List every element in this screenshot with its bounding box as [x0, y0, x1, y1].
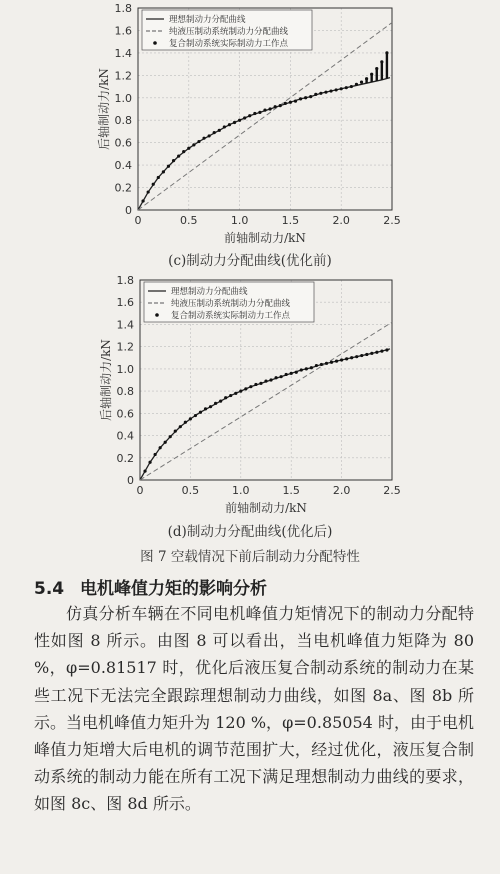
- chart-d-work-point: [280, 375, 283, 378]
- chart-d-ytick-label: 1.6: [116, 296, 134, 310]
- chart-d-ytick-label: 0.6: [116, 407, 134, 421]
- chart-d-work-point: [174, 430, 177, 433]
- chart-c-work-point: [243, 116, 246, 119]
- chart-d-work-point: [229, 394, 232, 397]
- chart-d-work-point: [244, 387, 247, 390]
- chart-c-ideal-curve: [138, 78, 390, 210]
- section-number: 5.4: [34, 579, 65, 599]
- chart-c-work-point: [172, 159, 175, 162]
- chart-d-ytick-label: 1.4: [116, 318, 134, 332]
- chart-d-work-point: [214, 402, 217, 405]
- chart-c-ytick-label: 0: [125, 204, 132, 217]
- chart-c-work-point: [187, 147, 190, 150]
- chart-c-caption: (c)制动力分配曲线(优化前): [168, 253, 332, 269]
- chart-c-work-point: [340, 87, 343, 90]
- chart-c-work-point: [284, 102, 287, 105]
- chart-c-work-point: [141, 199, 144, 202]
- chart-d-ideal-curve: [140, 349, 390, 480]
- chart-d-work-point: [179, 425, 182, 428]
- chart-c-legend-label: 纯液压制动系统制动力分配曲线: [169, 27, 289, 37]
- chart-c-ytick-label: 1.8: [114, 2, 132, 15]
- chart-d-work-point: [154, 453, 157, 456]
- chart-c-work-point: [218, 129, 221, 132]
- chart-d-work-point: [159, 446, 162, 449]
- chart-c-xtick-label: 0: [134, 214, 142, 227]
- chart-c-work-point: [309, 95, 312, 98]
- chart-d-work-point: [249, 385, 252, 388]
- chart-c-ytick-label: 1.6: [114, 24, 132, 38]
- chart-d-ytick-label: 1.8: [116, 274, 134, 287]
- chart-d-work-point: [274, 376, 277, 379]
- chart-c-work-point: [355, 83, 358, 86]
- chart-c-y-axis-label: 后轴制动力/kN: [97, 68, 111, 150]
- section-heading: [34, 574, 267, 599]
- chart-d-work-point: [234, 392, 237, 395]
- chart-c-work-point: [208, 134, 211, 137]
- chart-d-work-point: [325, 362, 328, 365]
- chart-c-work-point: [319, 92, 322, 95]
- chart-d-work-point: [219, 400, 222, 403]
- chart-d-ytick-label: 0.4: [116, 429, 134, 443]
- chart-d-work-point: [239, 390, 242, 393]
- chart-d-ytick-label: 1.0: [116, 362, 134, 376]
- chart-c-ytick-label: 0.6: [114, 136, 132, 150]
- chart-d-work-point: [340, 358, 343, 361]
- chart-d-work-point: [375, 351, 378, 354]
- chart-c-legend-marker: [153, 41, 157, 45]
- chart-c-work-point: [360, 80, 363, 83]
- chart-d-legend-marker: [155, 313, 159, 317]
- chart-c-work-point: [263, 109, 266, 112]
- chart-d-work-point: [164, 441, 167, 444]
- chart-d-work-point: [345, 357, 348, 360]
- chart-d-work-point: [209, 405, 212, 408]
- chart-d-work-point: [330, 361, 333, 364]
- chart-d-xtick-label: 2.0: [332, 484, 351, 497]
- chart-d-work-point: [189, 417, 192, 420]
- chart-c-hydraulic-line: [138, 23, 392, 210]
- chart-c-work-point: [233, 121, 236, 124]
- chart-c-work-point: [329, 89, 332, 92]
- chart-d-work-point: [199, 411, 202, 414]
- body-paragraph: 仿真分析车辆在不同电机峰值力矩情况下的制动力分配特性如图 8 所示。由图 8 可以看出，当电机峰值力矩降为 80 %，φ=0.81517 时，优化后液压复合制动系统的制动力在某些工况下无法完全跟踪理想制动力曲线，如图 8a、图 8b 所示。当电机峰值力矩升为 120 %，φ=0.85054 时，由于电机峰值力矩增大后电机的调节范围扩大，经过优化，液压复合制动系统的制动力能在所有工况下满足理想制动力曲线的要求，如图 8c、图 8d 所示。: [34, 604, 474, 814]
- chart-d-work-point: [300, 368, 303, 371]
- chart-c-xtick-label: 0.5: [180, 214, 198, 227]
- chart-d-work-point: [204, 407, 207, 410]
- chart-c-work-point: [304, 96, 307, 99]
- chart-c-work-point: [162, 170, 165, 173]
- chart-c-work-point: [152, 183, 155, 186]
- chart-d-xtick-label: 2.5: [383, 484, 401, 497]
- chart-d-work-point: [264, 380, 267, 383]
- chart-c-work-point: [182, 150, 185, 153]
- chart-d-work-point: [194, 414, 197, 417]
- chart-c-work-point: [314, 93, 317, 96]
- chart-d-work-point: [385, 348, 388, 351]
- chart-d-optimization-after: [0, 268, 500, 550]
- chart-d-work-point: [285, 373, 288, 376]
- chart-d-work-point: [355, 355, 358, 358]
- chart-c-ytick-label: 0.2: [114, 181, 132, 195]
- chart-c-work-point: [335, 88, 338, 91]
- chart-c-work-point: [253, 112, 256, 115]
- figure-caption: 图 7 空载情况下前后制动力分配特性: [140, 549, 360, 565]
- chart-d-ytick-label: 0.8: [116, 385, 134, 399]
- chart-d-hydraulic-line: [140, 322, 392, 480]
- chart-c-work-point: [248, 114, 251, 117]
- chart-c-work-point: [202, 137, 205, 140]
- chart-d-caption: (d)制动力分配曲线(优化后): [167, 524, 333, 540]
- chart-d-work-point: [143, 470, 146, 473]
- chart-c-work-point: [324, 91, 327, 94]
- chart-c-legend-label: 理想制动力分配曲线: [169, 15, 246, 25]
- chart-d-xtick-label: 1.5: [282, 484, 300, 497]
- chart-d-legend-label: 纯液压制动系统制动力分配曲线: [171, 299, 291, 309]
- chart-c-xtick-label: 2.5: [383, 214, 401, 227]
- chart-d-work-point: [320, 363, 323, 366]
- chart-c-xtick-label: 1.0: [230, 214, 249, 227]
- chart-d-work-point: [380, 350, 383, 353]
- chart-c-work-point: [345, 86, 348, 89]
- chart-d-work-point: [290, 372, 293, 375]
- chart-d-xtick-label: 1.0: [232, 484, 250, 497]
- chart-c-work-point: [294, 100, 297, 103]
- chart-d-y-axis-label: 后轴制动力/kN: [99, 339, 113, 421]
- chart-c-work-point: [289, 101, 292, 104]
- chart-d-x-axis-label: 前轴制动力/kN: [225, 501, 307, 515]
- chart-c-work-point: [167, 165, 170, 168]
- chart-c-ytick-label: 0.8: [114, 114, 132, 128]
- chart-d-work-point: [254, 383, 257, 386]
- chart-c-work-point: [157, 176, 160, 179]
- chart-c-ytick-label: 1.0: [114, 91, 132, 105]
- chart-d-work-point: [335, 360, 338, 363]
- chart-c-work-point: [258, 111, 261, 114]
- chart-c-work-point: [279, 104, 282, 107]
- section-title: 电机峰值力矩的影响分析: [80, 579, 268, 599]
- chart-c-work-point: [213, 131, 216, 134]
- chart-c-ytick-label: 1.4: [114, 46, 132, 60]
- chart-d-work-point: [360, 354, 363, 357]
- chart-c-xtick-label: 1.5: [281, 214, 300, 227]
- chart-d-work-point: [148, 461, 151, 464]
- chart-c-work-point: [223, 125, 226, 128]
- chart-d-work-point: [310, 366, 313, 369]
- chart-d-work-point: [224, 396, 227, 399]
- chart-d-work-point: [350, 356, 353, 359]
- chart-d-work-point: [169, 435, 172, 438]
- chart-c-xtick-label: 2.0: [332, 214, 350, 227]
- chart-c-ytick-label: 1.2: [114, 69, 132, 83]
- chart-d-ytick-label: 0.2: [116, 451, 134, 465]
- chart-d-work-point: [305, 367, 308, 370]
- chart-d-work-point: [269, 378, 272, 381]
- chart-c-work-point: [350, 85, 353, 88]
- chart-c-work-point: [177, 155, 180, 158]
- chart-d-xtick-label: 0.5: [181, 484, 200, 497]
- chart-c-legend-label: 复合制动系统实际制动力工作点: [169, 39, 289, 49]
- chart-c-optimization-before: [0, 0, 500, 262]
- chart-c-work-point: [147, 190, 150, 193]
- chart-d-work-point: [295, 371, 298, 374]
- chart-c-ytick-label: 0.4: [114, 159, 132, 173]
- chart-d-work-point: [365, 353, 368, 356]
- chart-d-work-point: [315, 364, 318, 367]
- chart-d-work-point: [259, 382, 262, 385]
- chart-c-work-point: [238, 119, 241, 122]
- chart-c-work-point: [299, 97, 302, 100]
- chart-c-x-axis-label: 前轴制动力/kN: [224, 231, 306, 245]
- chart-d-legend-label: 复合制动系统实际制动力工作点: [171, 311, 291, 321]
- chart-c-work-point: [228, 123, 231, 126]
- chart-d-xtick-label: 0: [136, 484, 144, 497]
- chart-c-work-point: [274, 105, 277, 108]
- chart-d-ytick-label: 1.2: [116, 340, 134, 354]
- chart-c-work-point: [268, 107, 271, 110]
- chart-d-legend-label: 理想制动力分配曲线: [171, 287, 248, 297]
- chart-c-work-point: [192, 143, 195, 146]
- chart-c-work-point: [197, 140, 200, 143]
- chart-d-work-point: [184, 421, 187, 424]
- chart-d-work-point: [370, 352, 373, 355]
- chart-d-ytick-label: 0: [127, 474, 134, 487]
